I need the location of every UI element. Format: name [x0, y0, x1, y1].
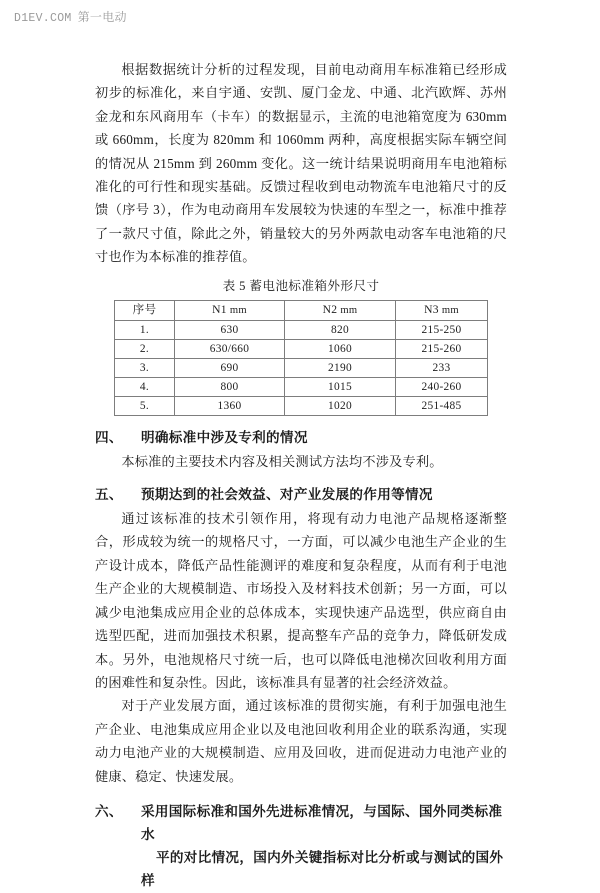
table-row: [115, 396, 488, 415]
cell-index: 5.: [115, 396, 175, 415]
column-header-index: 序号: [115, 300, 175, 320]
paragraph-section-5-b: 对于产业发展方面，通过该标准的贯彻实施，有利于加强电池生产企业、电池集成应用企业以及电池回收利用企业的联系沟通，实现动力电池产业的大规模制造、应用及回收，进而促进动力电池产业的健康、稳定、快速发展。: [95, 698, 507, 784]
cell-n3: 251-485: [396, 396, 488, 415]
table-row: [115, 358, 488, 377]
watermark-name: 第一电动: [77, 10, 127, 24]
cell-n2: 1060: [285, 339, 396, 358]
cell-index: 2.: [115, 339, 175, 358]
cell-n1: 800: [175, 377, 285, 396]
cell-n2: 1015: [285, 377, 396, 396]
section-title-5: 预期达到的社会效益、对产业发展的作用等情况: [141, 487, 433, 503]
table-row: [115, 320, 488, 339]
section-title-4: 明确标准中涉及专利的情况: [141, 429, 308, 445]
section-title-6: [141, 800, 507, 892]
column-header-n1: N1 mm: [175, 300, 285, 320]
section-number-6: 六、: [95, 803, 123, 819]
column-header-n2: N2 mm: [285, 300, 396, 320]
intro-paragraph-block: [95, 58, 507, 269]
cell-n2: 820: [285, 320, 396, 339]
table-header-row: [115, 300, 488, 320]
table-container: [95, 300, 507, 416]
cell-n3: 215-250: [396, 320, 488, 339]
paragraph-analysis: 根据数据统计分析的过程发现，目前电动商用车标准箱已经形成初步的标准化，来自宇通、安凯、厦门金龙、中通、北汽欧辉、苏州金龙和东风商用车（卡车）的数据显示，主流的电池箱宽度为 630mm 或 660mm，长度为 820mm 和 1060mm 两种，高度根据实际车辆空间的情况从 215mm 到 260mm 变化。这一统计结果说明商用车电池箱标准化的可行性和现实基础。反馈过程收到电动物流车电池箱尺寸的反馈（序号 3），作为电动商用车发展较为快速的车型之一，标准中推荐了一款尺寸值，除此之外，销量较大的另外两款电动客车电池箱的尺寸也作为本标准的推荐值。: [95, 62, 507, 265]
cell-index: 3.: [115, 358, 175, 377]
cell-n1: 1360: [175, 396, 285, 415]
table-row: [115, 377, 488, 396]
cell-n1: 630: [175, 320, 285, 339]
column-header-n3: N3 mm: [396, 300, 488, 320]
cell-n1: 630/660: [175, 339, 285, 358]
section-title-6-line1: 采用国际标准和国外先进标准情况，与国际、国外同类标准水: [141, 803, 503, 842]
cell-n2: 2190: [285, 358, 396, 377]
cell-index: 1.: [115, 320, 175, 339]
table-caption: 表 5 蓄电池标准箱外形尺寸: [222, 278, 380, 293]
cell-n2: 1020: [285, 396, 396, 415]
section-number-4: 四、: [95, 429, 123, 445]
document-page: [95, 58, 507, 893]
cell-n3: 215-260: [396, 339, 488, 358]
cell-index: 4.: [115, 377, 175, 396]
watermark-site: D1EV.COM: [14, 12, 72, 25]
cell-n3: 240-260: [396, 377, 488, 396]
section-heading-5: [95, 483, 507, 506]
paragraph-section-5-a: 通过该标准的技术引领作用，将现有动力电池产品规格逐渐整合，形成较为统一的规格尺寸，一方面，可以减少电池生产企业的生产设计成本，降低产品性能测评的难度和复杂程度，从而有利于电池生产企业的大规模制造、市场投入及材料技术创新；另一方面，可以减少电池集成应用企业的总体成本，实现快速产品选型，供应商自由选型匹配，进而加强技术积累，提高整车产品的竞争力，降低研发成本。另外，电池规格尺寸统一后，也可以降低电池梯次回收利用方面的困难性和复杂性。因此，该标准具有显著的社会经济效益。: [95, 511, 507, 690]
table-row: [115, 339, 488, 358]
section-heading-6: [95, 800, 507, 892]
watermark: [14, 8, 127, 25]
battery-box-dimension-table: [114, 300, 488, 416]
section-number-5: 五、: [95, 487, 123, 503]
section-heading-4: [95, 426, 507, 449]
cell-n3: 233: [396, 358, 488, 377]
cell-n1: 690: [175, 358, 285, 377]
paragraph-section-4: 本标准的主要技术内容及相关测试方法均不涉及专利。: [121, 453, 443, 469]
section-title-6-line2: 平的对比情况，国内外关键指标对比分析或与测试的国外样: [141, 849, 504, 888]
